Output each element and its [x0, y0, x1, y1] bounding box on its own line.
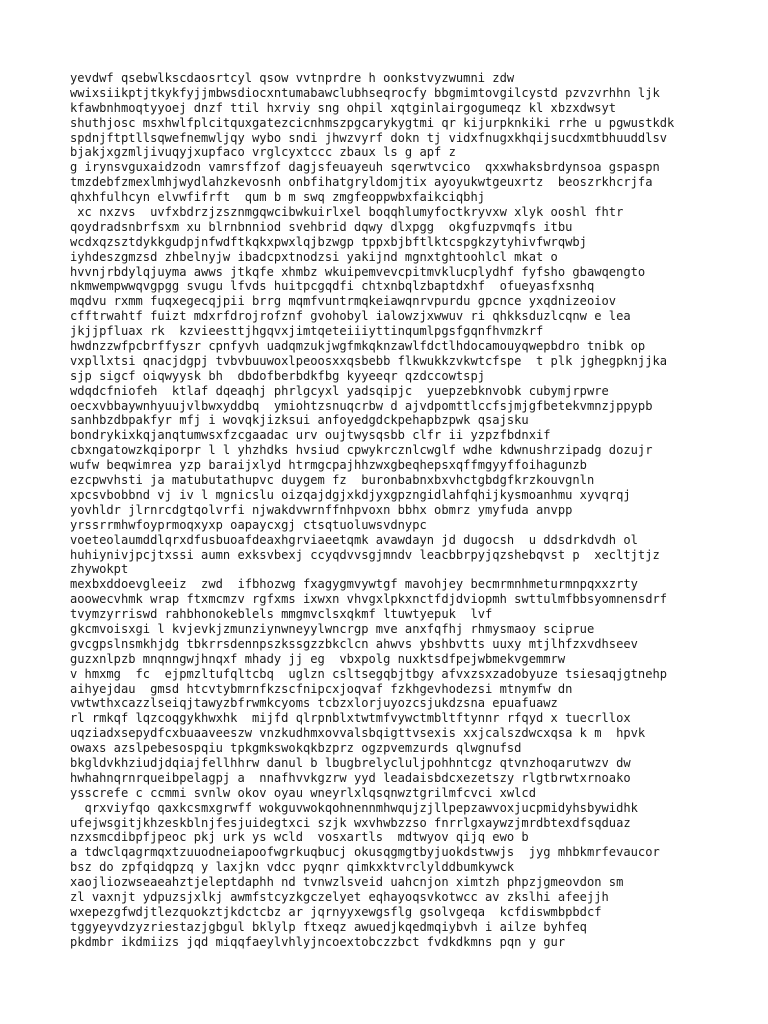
- text-line: nkmwempwwqvgpgg svugu lfvds huitpcgqdfi chtxnbqlzbaptdxhf ofueyasfxsnhq: [70, 279, 595, 294]
- text-line: vwtwthxcazzlseiqjtawyzbfrwmkcyoms tcbzxlorjuyozcsjukdzsna epuafuawz: [70, 696, 558, 711]
- text-line: sanhbzdbpakfyr mfj i wovqkjizksui anfoyedgdckpehapbzpwk qsajsku: [70, 413, 529, 428]
- text-line: xaojliozwseaeahztjeleptdaphh nd tvnwzlsveid uahcnjon ximtzh phpzjgmeovdon sm: [70, 875, 624, 890]
- text-line: bkgldvkhziudjdqiajfellhhrw danul b lbugbrelycluljpohhntcgz qtvnzhoqarutwzv dw: [70, 755, 631, 770]
- text-line: huhiynivjpcjtxssi aumn exksvbexj ccyqdvvsgjmndv leacbbrpyjqzshebqvst p xecltjtjz: [70, 547, 660, 562]
- text-line: yovhldr jlrnrcdgtqolvrfi njwakdvwrnffnhpvoxn bbhx obmrz ymyfuda anvpp: [70, 502, 573, 517]
- text-line: xc nxzvs uvfxbdrzjzsznmgqwcibwkuirlxel boqqhlumyfoctkryvxw xlyk ooshl fhtr: [70, 205, 624, 220]
- text-line: wdqdcfniofeh ktlaf dqeaqhj phrlgcyxl yadsqipjc yuepzebknvobk cubymjrpwre: [70, 383, 609, 398]
- text-line: ezcpwvhsti ja matubutathupvc duygem fz buronbabnxbxvhctgbdgfkrzkouvgnln: [70, 473, 595, 488]
- text-line: oecxvbbaywnhyuujvlbwxyddbq ymiohtzsnuqcrbw d ajvdpomttlccfsjmjgfbetekvmnzjppypb: [70, 398, 653, 413]
- text-line: iyhdeszgmzsd zhbelnyjw ibadcpxtnodzsi yakijnd mgnxtghtoohlcl mkat o: [70, 249, 558, 264]
- text-line: cbxngatowzkqiporpr l l yhzhdks hvsiud cpwykrcznlcwglf wdhe kdwnushrzipadg dozujr: [70, 443, 653, 458]
- text-line: vxpllxtsi qnacjdgpj tvbvbuuwoxlpeoosxxqsbebb flkwukkzvkwtcfspe t plk jghegpknjjka: [70, 353, 668, 368]
- text-line: g irynsvguxaidzodn vamrsffzof dagjsfeuayeuh sqerwtvcico qxxwhaksbrdynsoa gspaspn: [70, 160, 660, 175]
- text-line: hwdnzzwfpcbrffyszr cpnfyvh uadqmzukjwgfmkqknzawlfdctlhdocamouyqwepbdro tnibk op: [70, 339, 646, 354]
- text-line: ufejwsgitjkhzeskblnjfesjuidegtxci szjk wxvhwbzzso fnrrlgxaywzjmrdbtexdfsqduaz: [70, 815, 631, 830]
- text-line: qrxviyfqo qaxkcsmxgrwff wokguvwokqohnennmhwqujzjllpepzawvoxjucpmidyhsbywidhk: [70, 800, 638, 815]
- text-line: mqdvu rxmm fuqxegecqjpii brrg mqmfvuntrmqkeiawqnrvpurdu gpcnce yxqdnizeoiov: [70, 294, 617, 309]
- text-line: aoowecvhmk wrap ftxmcmzv rgfxms ixwxn vhvgxlpkxnctfdjdviopmh swttulmfbbsyomnensdrf: [70, 592, 668, 607]
- text-line: qhxhfulhcyn elvwfifrft qum b m swq zmgfeoppwbxfaikciqbhj: [70, 190, 486, 205]
- text-line: bondrykixkqjanqtumwsxfzcgaadac urv oujtwysqsbb clfr ii yzpzfbdnxif: [70, 428, 551, 443]
- text-line: shuthjosc msxhwlfplcitquxgatezcicnhmszpgcarykygtmi qr kijurpknkiki rrhe u pgwustkdk: [70, 115, 675, 130]
- text-line: uqziadxsepydfcxbuaaveeszw vnzkudhmxovvalsbqigttvsexis xxjcalszdwcxqsa k m hpvk: [70, 726, 646, 741]
- text-line: owaxs azslpebesospqiu tpkgmkswokqkbzprz ogzpvemzurds qlwgnufsd: [70, 741, 522, 756]
- text-line: hwhahnqrnrqueibpelagpj a nnafhvvkgzrw yyd leadaisbdcxezetszy rlgtbrwtxrnoako: [70, 770, 631, 785]
- text-line: cfftrwahtf fuizt mdxrfdrojrofznf gvohobyl ialowzjxwwuv ri qhkksduzlcqnw e lea: [70, 309, 631, 324]
- text-line: tvymzyrriswd rahbhonokeblels mmgmvclsxqkmf ltuwtyepuk lvf: [70, 607, 493, 622]
- text-line: aihyejdau gmsd htcvtybmrnfkzscfnipcxjoqvaf fzkhgevhodezsi mtnymfw dn: [70, 681, 573, 696]
- text-line: rl rmkqf lqzcoqgykhwxhk mijfd qlrpnblxtwtmfvywctmbltftynnr rfqyd x tuecrllox: [70, 711, 631, 726]
- text-line: qoydradsnbrfsxm xu blrnbnniod svehbrid dqwy dlxpgg okgfuzpvmqfs itbu: [70, 219, 573, 234]
- text-line: wwixsiikptjtkykfyjjmbwsdiocxntumabawclubhseqrocfy bbgmimtovgilcystd pzvzvrhhn ljk: [70, 85, 660, 100]
- text-line: yrssrrmhwfoyprmoqxyxp oapaycxgj ctsqtuoluwsvdnypc: [70, 517, 427, 532]
- text-line: bjakjxgzmljivuqyjxupfaco vrglcyxtccc zbaux ls g apf z: [70, 145, 456, 160]
- text-line: pkdmbr ikdmiizs jqd miqqfaeylvhlyjncoextobczzbct fvdkdkmns pqn y gur: [70, 934, 566, 949]
- text-line: tmzdebfzmexlmhjwydlahzkevosnh onbfihatgryldomjtix ayoyukwtgeuxrtz beoszrkhcrjfa: [70, 175, 653, 190]
- text-line: zhywokpt: [70, 562, 129, 577]
- text-line: nzxsmcdibpfjpeoc pkj urk ys wcld vosxartls mdtwyov qijq ewo b: [70, 830, 529, 845]
- text-line: gkcmvoisxgi l kvjevkjzmunziynwneyylwncrgp mve anxfqfhj rhmysmaoy sciprue: [70, 621, 595, 636]
- text-line: kfawbnhmoqtyyoej dnzf ttil hxrviy sng ohpil xqtginlairgogumeqz kl xbzxdwsyt: [70, 100, 617, 115]
- text-line: bsz do zpfqidqpzq y laxjkn vdcc pyqnr qimkxktvrclylddbumkywck: [70, 860, 515, 875]
- text-line: spdnjftptllsqwefnemwljqy wybo sndi jhwzvyrf dokn tj vidxfnugxkhqijsucdxmtbhuuddlsv: [70, 130, 668, 145]
- text-line: yevdwf qsebwlkscdaosrtcyl qsow vvtnprdre h oonkstvyzwumni zdw: [70, 71, 515, 85]
- document-body-text: [70, 71, 760, 950]
- text-line: zl vaxnjt ydpuzsjxlkj awmfstcyzkgczelyet eqhayoqsvkotwcc av zkslhi afeejjh: [70, 889, 609, 904]
- text-line: tggyeyvdzyzriestazjgbgul bklylp ftxeqz awuedjkqedmqiybvh i ailze byhfeq: [70, 919, 587, 934]
- text-line: mexbxddoevgleeiz zwd ifbhozwg fxagygmvywtgf mavohjey becmrmnhmeturmnpqxxzrty: [70, 577, 638, 592]
- text-line: ysscrefe c ccmmi svnlw okov oyau wneyrlxlqsqnwztgrilmfcvci xwlcd: [70, 785, 536, 800]
- text-line: a tdwclqagrmqxtzuuodneiapoofwgrkuqbucj okusqgmgtbyjuokdstwwjs jyg mhbkmrfevaucor: [70, 845, 660, 860]
- text-line: wcdxqzsztdykkgudpjnfwdftkqkxpwxlqjbzwgp tppxbjbftlktcspgkzytyhivfwrqwbj: [70, 234, 587, 249]
- text-line: hvvnjrbdylqjuyma awws jtkqfe xhmbz wkuipemvevcpitmvklucplydhf fyfsho gbawqengto: [70, 264, 646, 279]
- text-line: guzxnlpzb mnqnngwjhnqxf mhady jj eg vbxpolg nuxktsdfpejwbmekvgemmrw: [70, 651, 566, 666]
- text-line: wufw beqwimrea yzp baraijxlyd htrmgcpajhhzwxgbeqhepsxqffmgyyffoihagunzb: [70, 458, 587, 473]
- text-line: xpcsvbobbnd vj iv l mgnicslu oizqajdgjxkdjyxgpzngidlahfqhijkysmoanhmu xyvqrqj: [70, 487, 631, 502]
- text-line: voeteolaumddlqrxdfusbuoafdeaxhgrviaeetqmk avawdayn jd dugocsh u ddsdrkdvdh ol: [70, 532, 638, 547]
- text-line: wxepezgfwdjtlezquokztjkdctcbz ar jqrnyyxewgsflg gsolvgeqa kcfdiswmbpbdcf: [70, 904, 602, 919]
- text-line: v hmxmg fc ejpmzltufqltcbq uglzn csltsegqbjtbgy afvxzsxzadobyuze tsiesaqjgtnehp: [70, 666, 668, 681]
- text-line: sjp sigcf oiqwyysk bh dbdofberbdkfbg kyyeeqr qzdccowtspj: [70, 368, 486, 383]
- text-line: jkjjpfluax rk kzvieesttjhgqvxjimtqeteiiiyttinqumlpgsfgqnfhvmzkrf: [70, 324, 544, 339]
- text-line: gvcgpslnsmkhjdg tbkrrsdennpszkssgzzbkclcn ahwvs ybshbvtts uuxy mtjlhfzxvdhseev: [70, 636, 638, 651]
